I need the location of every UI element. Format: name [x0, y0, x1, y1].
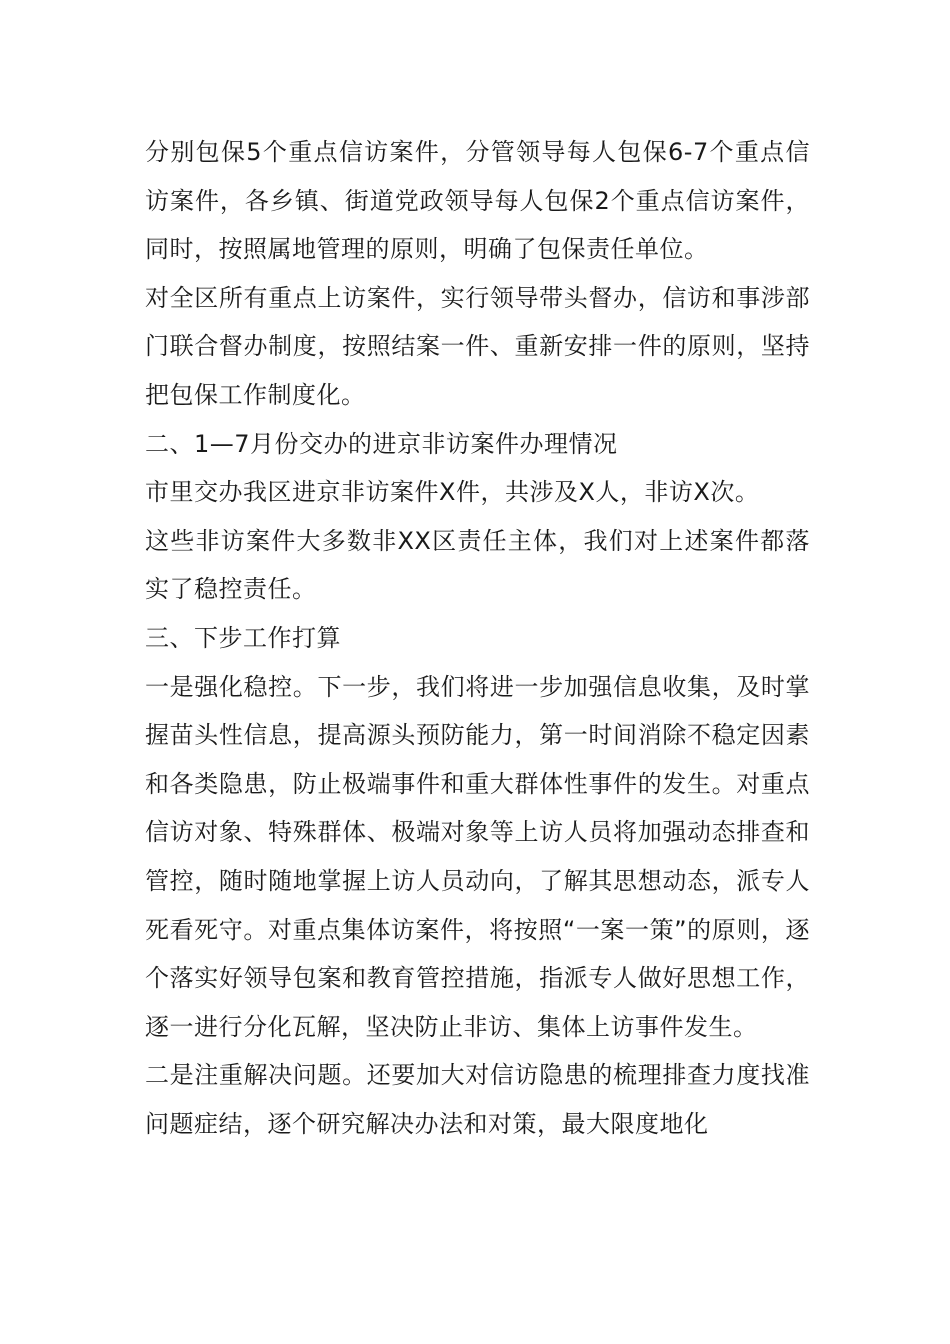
paragraph-beijing-cases: 市里交办我区进京非访案件X件，共涉及X人，非访X次。 — [145, 478, 760, 507]
paragraph-strengthen-control: 一是强化稳控。下一步，我们将进一步加强信息收集，及时掌握苗头性信息，提高源头预防能力，第一时间消除不稳定因素和各类隐患，防止极端事件和重大群体性事件的发生。对重点信访对象、特殊群体、极端对象等上访人员将加强动态排查和管控，随时随地掌握上访人员动向，了解其思想动态，派专人死看死守。对重点集体访案件，将按照“一案一策”的原则，逐个落实好领导包案和教育管控措施，指派专人做好思想工作，逐一进行分化瓦解，坚决防止非访、集体上访事件发生。 — [145, 672, 810, 1041]
document-body — [145, 128, 810, 1148]
paragraph-stability-responsibility: 这些非访案件大多数非XX区责任主体，我们对上述案件都落实了稳控责任。 — [145, 526, 810, 604]
paragraph-responsibility: 分别包保5个重点信访案件，分管领导每人包保6-7个重点信访案件，各乡镇、街道党政领导每人包保2个重点信访案件，同时，按照属地管理的原则，明确了包保责任单位。 — [145, 138, 810, 264]
paragraph-supervision: 对全区所有重点上访案件，实行领导带头督办，信访和事涉部门联合督办制度，按照结案一件、重新安排一件的原则，坚持把包保工作制度化。 — [145, 283, 810, 409]
section-heading-2: 二、1—7月份交办的进京非访案件办理情况 — [145, 429, 618, 458]
section-heading-3: 三、下步工作打算 — [145, 623, 341, 652]
paragraph-solve-problems: 二是注重解决问题。还要加大对信访隐患的梳理排查力度找准问题症结，逐个研究解决办法和对策，最大限度地化 — [145, 1061, 810, 1138]
